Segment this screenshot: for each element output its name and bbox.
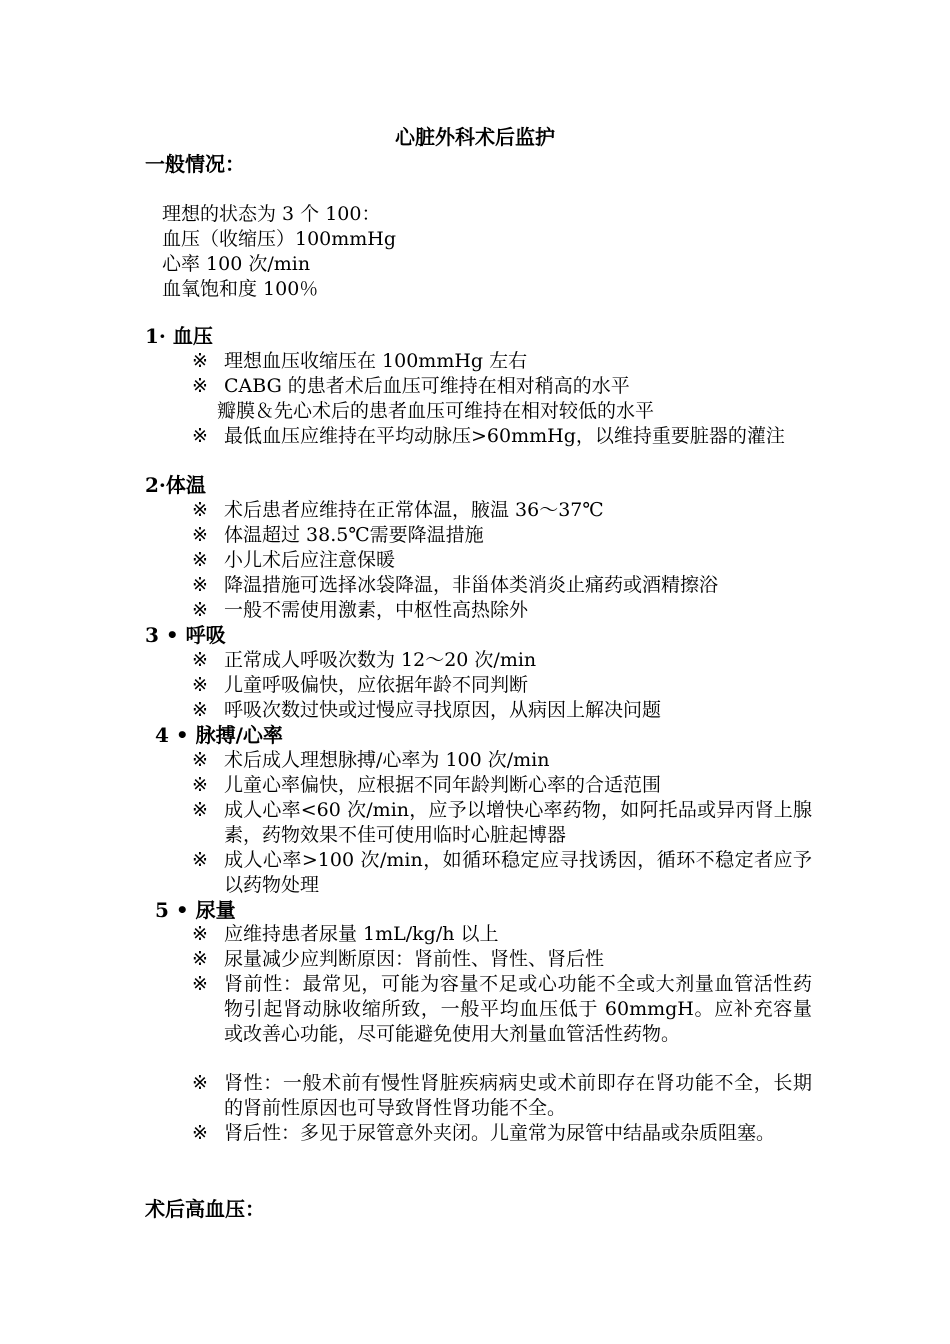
section-heading-urine-output: 5 • 尿量 (155, 898, 236, 922)
general-line: 血压（收缩压）100mmHg (162, 228, 397, 250)
list-item-text: 肾后性：多见于尿管意外夹闭。儿童常为尿管中结晶或杂质阻塞。 (224, 1122, 776, 1144)
list-item (192, 598, 812, 623)
list-item (192, 374, 812, 399)
list-item (192, 673, 812, 698)
general-line: 心率 100 次/min (162, 253, 311, 275)
section-heading-blood-pressure: 1· 血压 (145, 324, 213, 348)
general-line: 理想的状态为 3 个 100： (162, 203, 381, 225)
list-item-text: 降温措施可选择冰袋降温，非甾体类消炎止痛药或酒精擦浴 (224, 574, 719, 596)
reference-mark-icon: ※ (192, 574, 208, 596)
reference-mark-icon: ※ (192, 973, 208, 995)
section-heading-temperature: 2·体温 (145, 473, 206, 497)
reference-mark-icon: ※ (192, 499, 208, 521)
list-item-text: 术后患者应维持在正常体温，腋温 36～37℃ (224, 499, 604, 521)
list-item (192, 1071, 812, 1121)
list-item-text: 术后成人理想脉搏/心率为 100 次/min (224, 749, 550, 771)
list-item (192, 498, 812, 523)
list-item-text: 儿童呼吸偏快，应依据年龄不同判断 (224, 674, 529, 696)
list-item-text: 体温超过 38.5℃需要降温措施 (224, 524, 484, 546)
list-item (192, 648, 812, 673)
list-item-text: 应维持患者尿量 1mL/kg/h 以上 (224, 923, 499, 945)
reference-mark-icon: ※ (192, 699, 208, 721)
list-item-text: CABG 的患者术后血压可维持在相对稍高的水平 (224, 375, 630, 397)
list-item (192, 424, 812, 449)
list-item-text: 成人心率<60 次/min，应予以增快心率药物，如阿托品或异丙肾上腺素，药物效果不佳可使用临时心脏起博器 (224, 799, 812, 846)
reference-mark-icon: ※ (192, 849, 208, 871)
list-item-text: 小儿术后应注意保暖 (224, 549, 396, 571)
list-item-text: 成人心率>100 次/min，如循环稳定应寻找诱因，循环不稳定者应予以药物处理 (224, 849, 812, 896)
reference-mark-icon: ※ (192, 524, 208, 546)
reference-mark-icon: ※ (192, 923, 208, 945)
list-item (192, 922, 812, 947)
section-heading-postoperative-hypertension: 术后高血压： (145, 1197, 265, 1221)
reference-mark-icon: ※ (192, 350, 208, 372)
reference-mark-icon: ※ (192, 549, 208, 571)
list-item-text: 尿量减少应判断原因：肾前性、肾性、肾后性 (224, 948, 605, 970)
list-item (192, 1121, 812, 1146)
list-item-text: 肾性：一般术前有慢性肾脏疾病病史或术前即存在肾功能不全，长期的肾前性原因也可导致肾性肾功能不全。 (224, 1072, 812, 1119)
list-item (192, 548, 812, 573)
list-item-text: 肾前性：最常见，可能为容量不足或心功能不全或大剂量血管活性药物引起肾动脉收缩所致，一般平均血压低于 60mmgH。应补充容量或改善心功能，尽可能避免使用大剂量血管活性药物。 (224, 973, 812, 1045)
reference-mark-icon: ※ (192, 1122, 208, 1144)
list-item (192, 798, 812, 848)
reference-mark-icon: ※ (192, 649, 208, 671)
reference-mark-icon: ※ (192, 749, 208, 771)
list-item-text: 呼吸次数过快或过慢应寻找原因，从病因上解决问题 (224, 699, 662, 721)
list-item-text: 儿童心率偏快，应根据不同年龄判断心率的合适范围 (224, 774, 662, 796)
list-item (192, 773, 812, 798)
list-item (192, 748, 812, 773)
document-title: 心脏外科术后监护 (395, 125, 555, 149)
list-item-text: 正常成人呼吸次数为 12～20 次/min (224, 649, 537, 671)
section-heading-pulse: 4 • 脉搏/心率 (155, 723, 283, 747)
section-heading-respiration: 3 • 呼吸 (145, 623, 226, 647)
reference-mark-icon: ※ (192, 799, 208, 821)
reference-mark-icon: ※ (192, 599, 208, 621)
list-item-text: 最低血压应维持在平均动脉压>60mmHg，以维持重要脏器的灌注 (224, 425, 785, 447)
list-item-text: 理想血压收缩压在 100mmHg 左右 (224, 350, 528, 372)
list-item (192, 947, 812, 972)
list-item (192, 573, 812, 598)
list-item (192, 698, 812, 723)
reference-mark-icon: ※ (192, 1072, 208, 1094)
list-item-text: 一般不需使用激素，中枢性高热除外 (224, 599, 529, 621)
reference-mark-icon: ※ (192, 948, 208, 970)
list-item (192, 523, 812, 548)
list-item (192, 972, 812, 1047)
reference-mark-icon: ※ (192, 425, 208, 447)
list-item (192, 848, 812, 898)
reference-mark-icon: ※ (192, 375, 208, 397)
list-item (192, 349, 812, 374)
reference-mark-icon: ※ (192, 674, 208, 696)
list-item-note: 瓣膜＆先心术后的患者血压可维持在相对较低的水平 (217, 400, 655, 422)
reference-mark-icon: ※ (192, 774, 208, 796)
general-heading: 一般情况： (145, 152, 245, 176)
general-line: 血氧饱和度 100％ (162, 278, 319, 300)
